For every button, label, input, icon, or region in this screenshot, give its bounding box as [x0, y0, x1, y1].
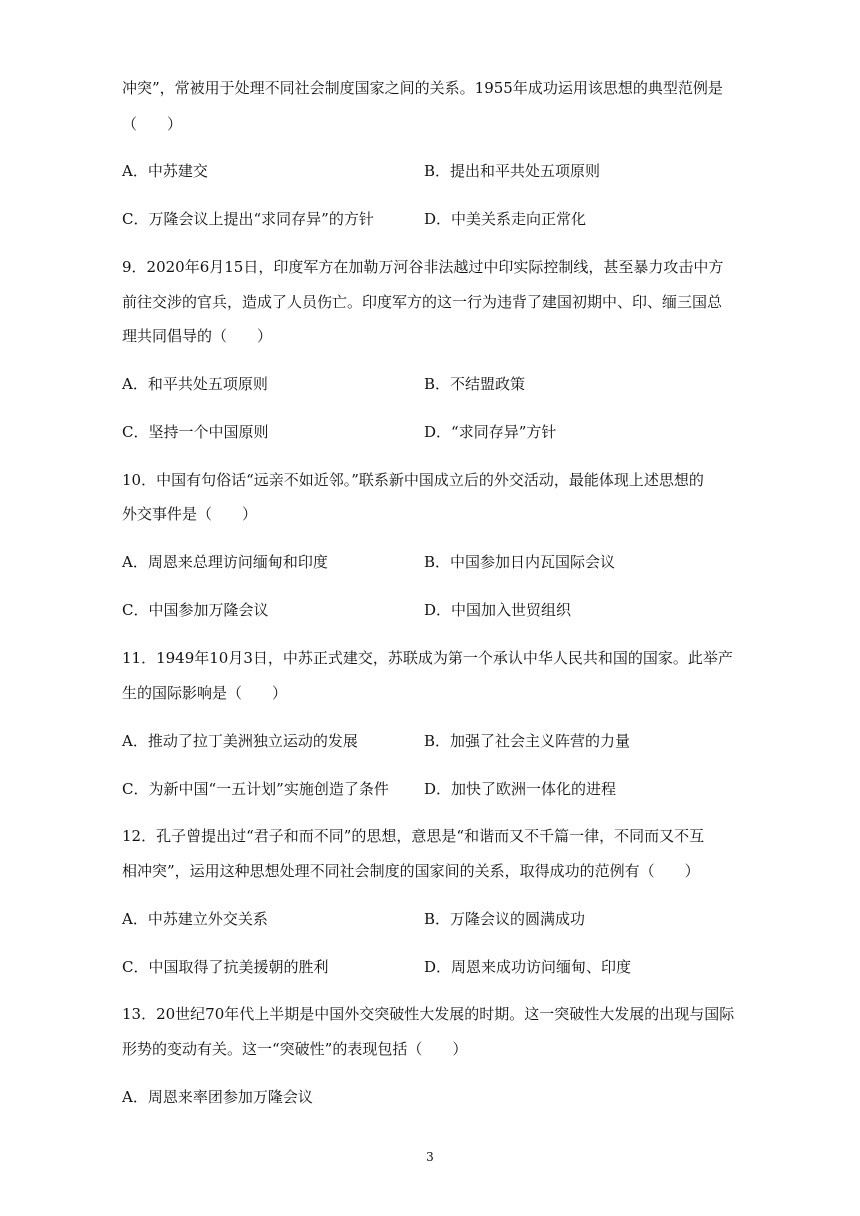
q9-option-d: D．“求同存异”方针 [424, 423, 557, 441]
q12-option-c: C．中国取得了抗美援朝的胜利 [122, 958, 329, 976]
q8-stem-line1: 冲突”，常被用于处理不同社会制度国家之间的关系。1955年成功运用该思想的典型范例是 [122, 79, 723, 97]
q11-option-a: A．推动了拉丁美洲独立运动的发展 [122, 732, 358, 750]
q9-option-b: B．不结盟政策 [424, 375, 526, 393]
q10-option-b: B．中国参加日内瓦国际会议 [424, 553, 616, 571]
q10-option-a: A．周恩来总理访问缅甸和印度 [122, 553, 328, 571]
q10-stem-line1: 10．中国有句俗话“远亲不如近邻。”联系新中国成立后的外交活动，最能体现上述思想的 [122, 471, 704, 489]
q9-stem-line2: 前往交涉的官兵，造成了人员伤亡。印度军方的这一行为违背了建国初期中、印、缅三国总 [122, 293, 723, 311]
q11-option-c: C．为新中国“一五计划”实施创造了条件 [122, 780, 389, 798]
q12-option-d: D．周恩来成功访问缅甸、印度 [424, 958, 632, 976]
q13-option-a: A．周恩来率团参加万隆会议 [122, 1088, 313, 1106]
q10-stem-line2: 外交事件是（ ） [122, 505, 258, 523]
q12-option-b: B．万隆会议的圆满成功 [424, 910, 586, 928]
q9-stem-line1: 9．2020年6月15日，印度军方在加勒万河谷非法越过中印实际控制线，甚至暴力攻击中方 [122, 258, 724, 276]
q11-stem-line1: 11．1949年10月3日，中苏正式建交，苏联成为第一个承认中华人民共和国的国家。此举产 [122, 649, 733, 667]
q11-option-d: D．加快了欧洲一体化的进程 [424, 780, 617, 798]
q12-stem-line1: 12．孔子曾提出过“君子和而不同”的思想，意思是“和谐而又不千篇一律，不同而又不互 [122, 827, 705, 845]
q9-option-c: C．坚持一个中国原则 [122, 423, 269, 441]
page-number: 3 [426, 1150, 434, 1164]
q8-stem-line2: （ ） [122, 115, 183, 133]
q8-option-b: B．提出和平共处五项原则 [424, 162, 601, 180]
q8-option-d: D．中美关系走向正常化 [424, 210, 587, 228]
q10-option-d: D．中国加入世贸组织 [424, 601, 572, 619]
q10-option-c: C．中国参加万隆会议 [122, 601, 269, 619]
q11-option-b: B．加强了社会主义阵营的力量 [424, 732, 631, 750]
q12-stem-line2: 相冲突”，运用这种思想处理不同社会制度的国家间的关系，取得成功的范例有（ ） [122, 862, 700, 880]
q12-option-a: A．中苏建立外交关系 [122, 910, 268, 928]
q8-option-a: A．中苏建交 [122, 162, 208, 180]
q11-stem-line2: 生的国际影响是（ ） [122, 684, 288, 702]
q9-option-a: A．和平共处五项原则 [122, 375, 268, 393]
q9-stem-line3: 理共同倡导的（ ） [122, 327, 273, 345]
q13-stem-line2: 形势的变动有关。这一“突破性”的表现包括（ ） [122, 1040, 468, 1058]
q13-stem-line1: 13．20世纪70年代上半期是中国外交突破性大发展的时期。这一突破性大发展的出现与国际 [122, 1005, 735, 1023]
q8-option-c: C．万隆会议上提出“求同存异”的方针 [122, 210, 374, 228]
